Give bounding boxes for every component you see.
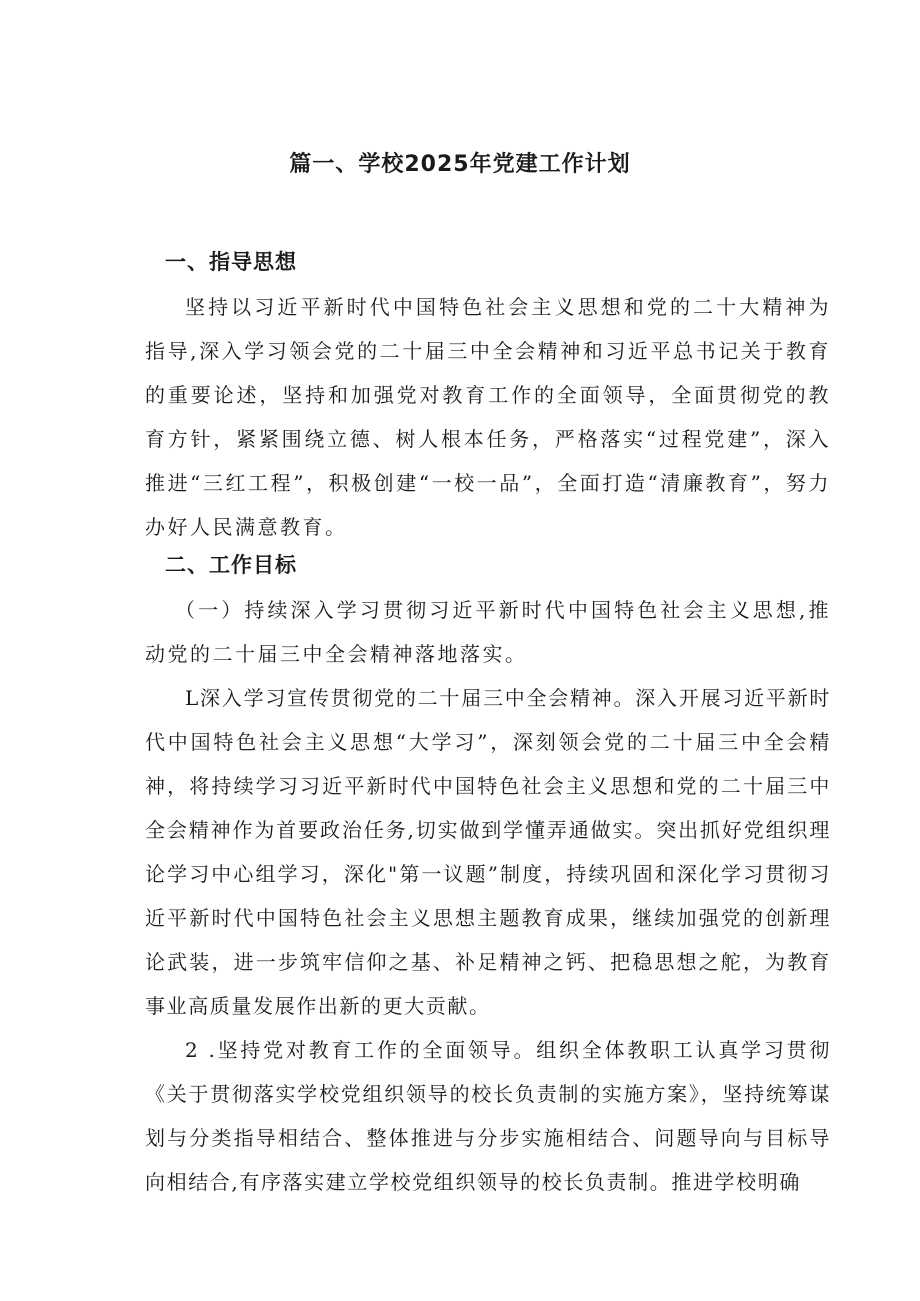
document-title: 篇一、学校2025年党建工作计划 <box>289 152 631 177</box>
paragraph-subsection-1: （一）持续深入学习贯彻习近平新时代中国特色社会主义思想,推动党的二十届三中全会精神落地落实。 <box>145 598 831 666</box>
paragraph-item-2: 2 .坚持党对教育工作的全面领导。组织全体教职工认真学习贯彻《关于贯彻落实学校党组织领导的校长负责制的实施方案》，坚持统筹谋划与分类指导相结合、整体推进与分步实施相结合、问题导向与目标导向相结合,有序落实建立学校党组织领导的校长负责制。推进学校明确 <box>145 1038 831 1194</box>
section-heading-guiding-ideology: 一、指导思想 <box>165 250 297 274</box>
paragraph-item-1: L深入学习宣传贯彻党的二十届三中全会精神。深入开展习近平新时代中国特色社会主义思想“大学习”，深刻领会党的二十届三中全会精神，将持续学习习近平新时代中国特色社会主义思想和党的二十届三中全会精神作为首要政治任务,切实做到学懂弄通做实。突出抓好党组织理论学习中心组学习，深化"第一议题”制度，持续巩固和深化学习贯彻习近平新时代中国特色社会主义思想主题教育成果，继续加强党的创新理论武装，进一步筑牢信仰之基、补足精神之钙、把稳思想之舵，为教育事业高质量发展作出新的更大贡献。 <box>145 686 831 1018</box>
section-heading-work-goals: 二、工作目标 <box>165 553 297 577</box>
paragraph-guiding-ideology: 坚持以习近平新时代中国特色社会主义思想和党的二十大精神为指导,深入学习领会党的二十届三中全会精神和习近平总书记关于教育的重要论述，坚持和加强党对教育工作的全面领导，全面贯彻党的教育方针，紧紧围绕立德、树人根本任务，严格落实“过程党建”，深入推进“三红工程”，积极创建“一校一品”，全面打造“清廉教育”，努力办好人民满意教育。 <box>145 295 831 539</box>
